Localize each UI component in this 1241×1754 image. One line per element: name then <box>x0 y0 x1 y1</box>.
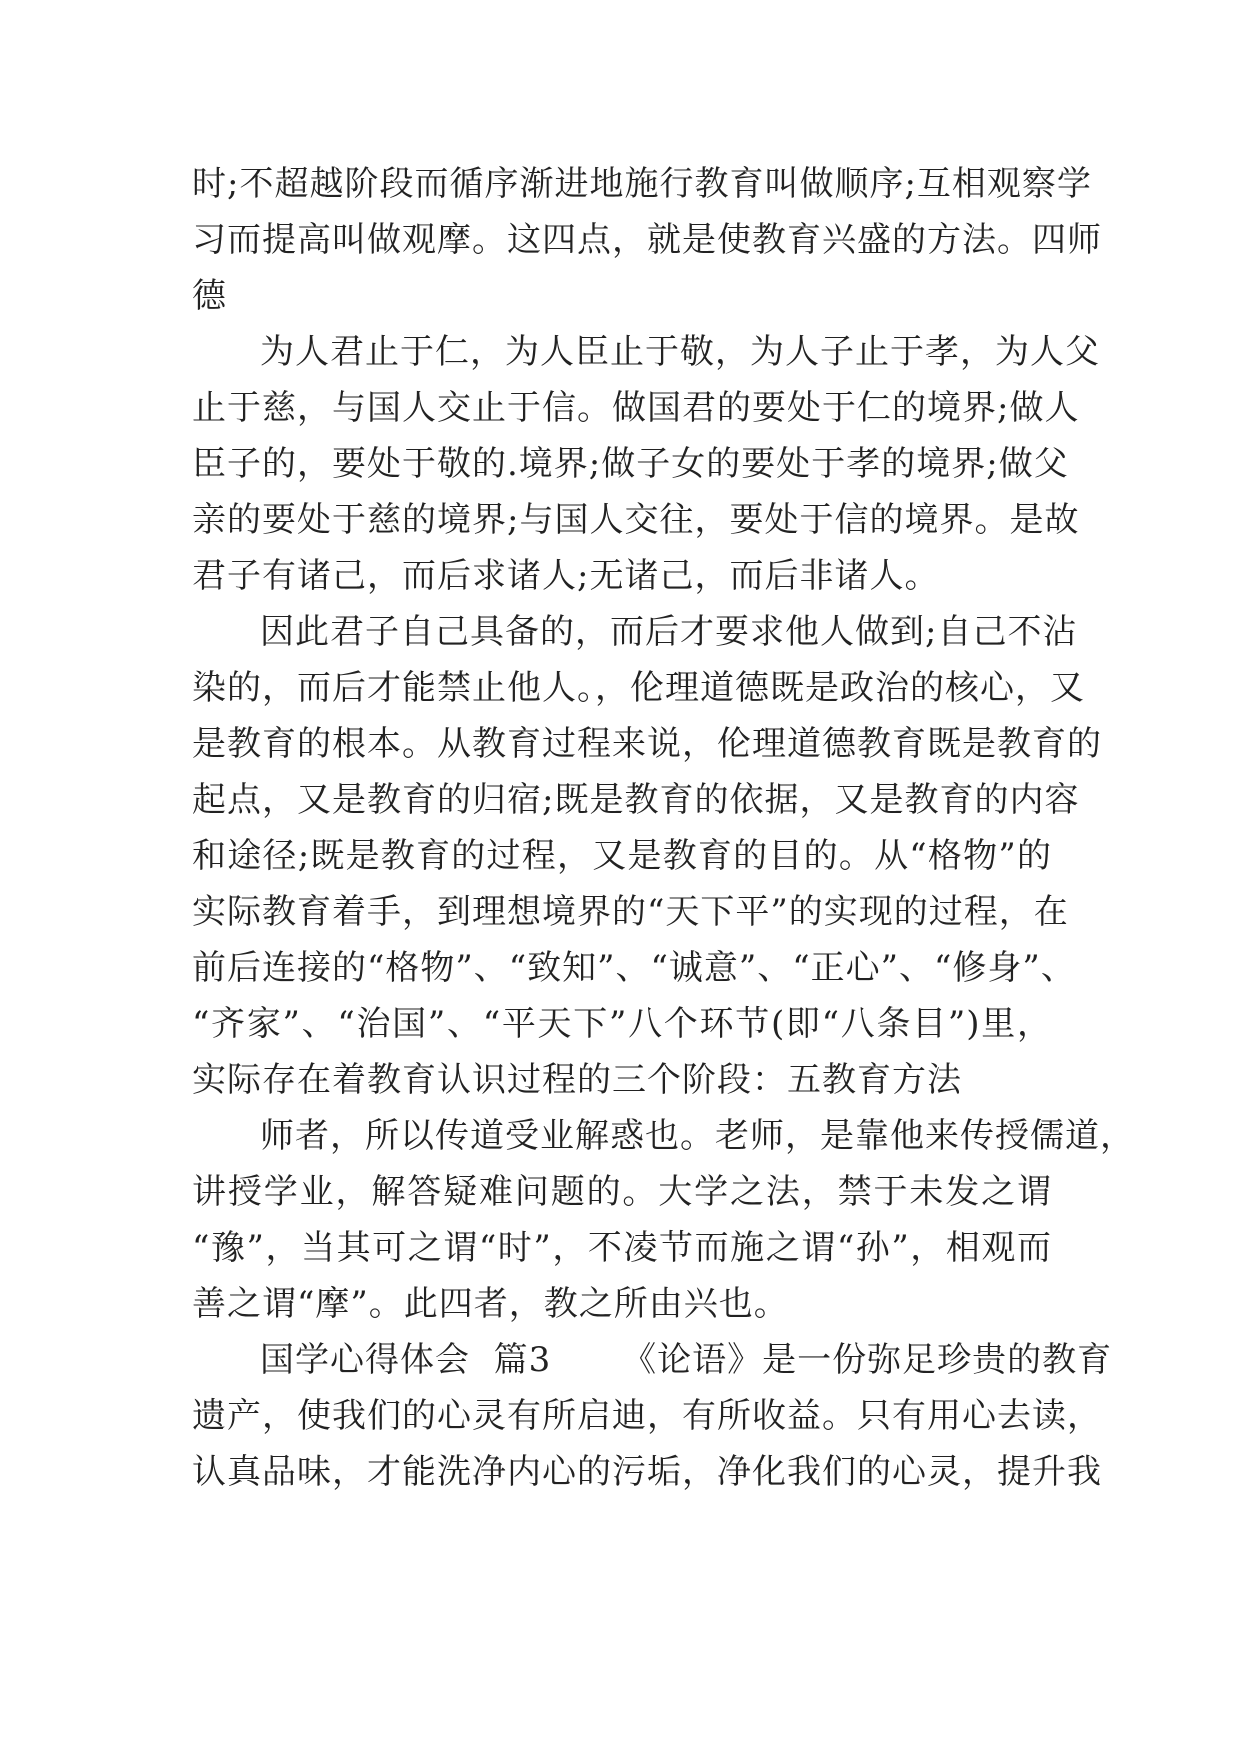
text-line: “齐家”、“治国”、“平天下”八个环节(即“八条目”)里， <box>192 1004 1052 1044</box>
text-line: 习而提高叫做观摩。这四点，就是使教育兴盛的方法。四师 <box>192 220 1102 260</box>
document-body <box>192 156 1135 1500</box>
text-line: 止于慈，与国人交止于信。做国君的要处于仁的境界;做人 <box>192 388 1080 428</box>
text-line: 时;不超越阶段而循序渐进地施行教育叫做顺序;互相观察学 <box>192 164 1092 204</box>
paragraph-1 <box>192 156 1102 324</box>
text-line: 师者，所以传道受业解惑也。老师，是靠他来传授儒道， <box>260 1116 1135 1156</box>
text-line: 臣子的，要处于敬的.境界;做子女的要处于孝的境界;做父 <box>192 444 1069 484</box>
text-line: “豫”，当其可之谓“时”，不凌节而施之谓“孙”，相观而 <box>192 1228 1052 1268</box>
text-line: 亲的要处于慈的境界;与国人交往，要处于信的境界。是故 <box>192 500 1080 540</box>
text-line: 实际存在着教育认识过程的三个阶段：五教育方法 <box>192 1060 962 1100</box>
text-line: 为人君止于仁，为人臣止于敬，为人子止于孝，为人父 <box>260 332 1100 372</box>
text-line: 前后连接的“格物”、“致知”、“诚意”、“正心”、“修身”、 <box>192 948 1076 988</box>
text-line: 遗产，使我们的心灵有所启迪，有所收益。只有用心去读， <box>192 1396 1102 1436</box>
paragraph-5 <box>192 1332 1113 1500</box>
text-line: 善之谓“摩”。此四者，教之所由兴也。 <box>192 1284 789 1324</box>
text-line: 实际教育着手，到理想境界的“天下平”的实现的过程，在 <box>192 892 1069 932</box>
text-line: 染的，而后才能禁止他人。，伦理道德既是政治的核心，又 <box>192 668 1085 708</box>
paragraph-3 <box>192 604 1102 1108</box>
text-line: 认真品味，才能洗净内心的污垢，净化我们的心灵，提升我 <box>192 1452 1102 1492</box>
text-line: 因此君子自己具备的，而后才要求他人做到;自己不沾 <box>260 612 1078 652</box>
text-line: 君子有诸己，而后求诸人;无诸己，而后非诸人。 <box>192 556 940 596</box>
text-line: 讲授学业，解答疑难问题的。大学之法，禁于未发之谓 <box>192 1172 1052 1212</box>
paragraph-2 <box>192 324 1100 604</box>
text-line: 和途径;既是教育的过程，又是教育的目的。从“格物”的 <box>192 836 1052 876</box>
text-line: 国学心得体会 篇3 《论语》是一份弥足珍贵的教育 <box>260 1340 1113 1380</box>
paragraph-4 <box>192 1108 1135 1332</box>
text-line: 是教育的根本。从教育过程来说，伦理道德教育既是教育的 <box>192 724 1102 764</box>
text-line: 德 <box>192 276 227 316</box>
text-line: 起点，又是教育的归宿;既是教育的依据，又是教育的内容 <box>192 780 1080 820</box>
